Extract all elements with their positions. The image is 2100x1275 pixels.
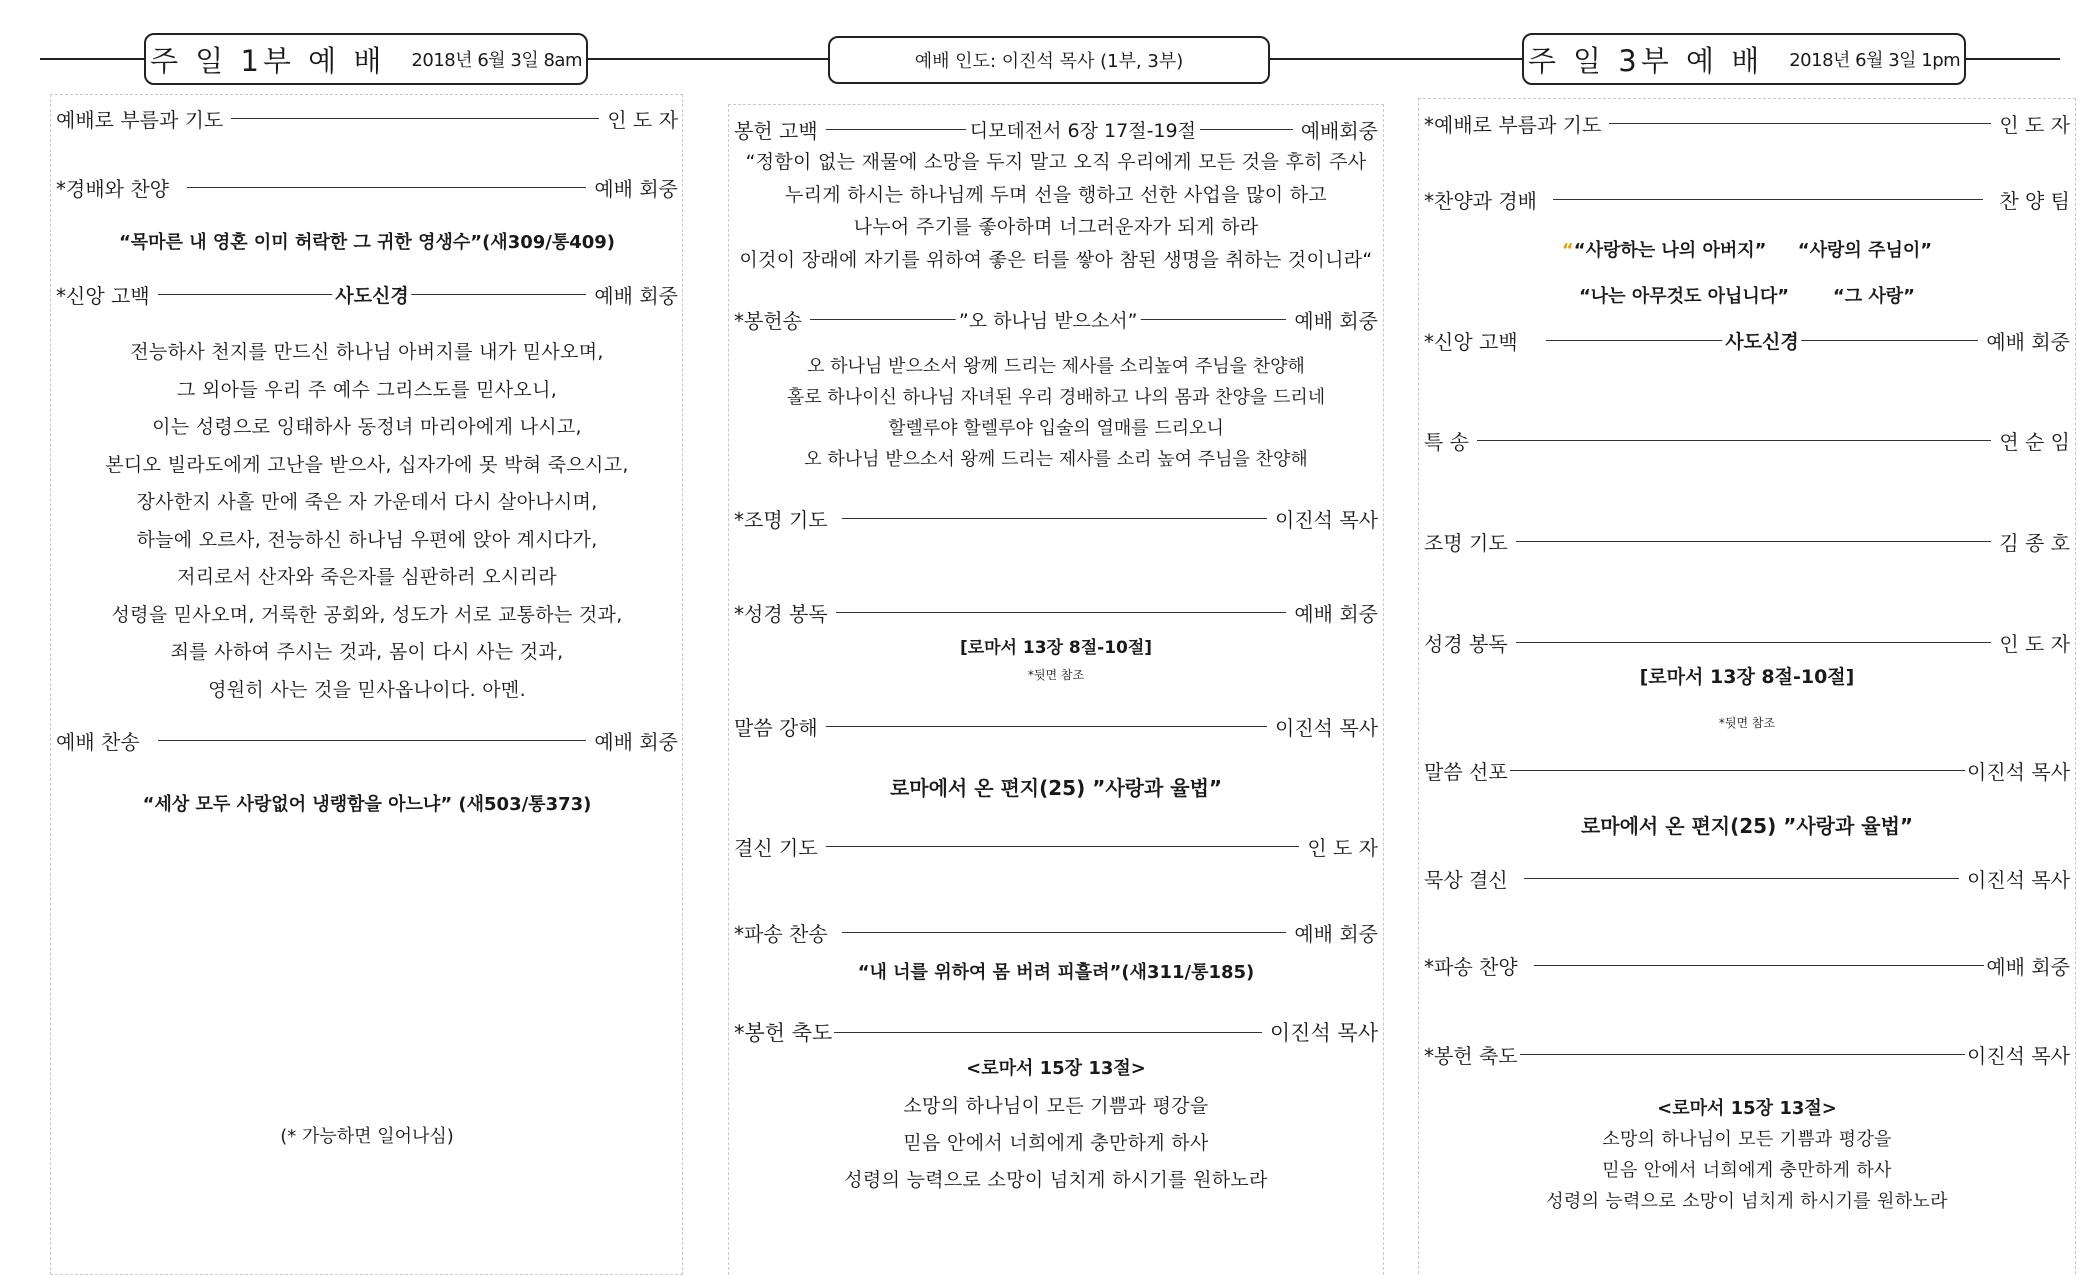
creed-text bbox=[56, 334, 678, 709]
item-label: 말씀 강해 bbox=[734, 716, 818, 740]
item-leader: 예배 회중 bbox=[594, 284, 678, 308]
order-item bbox=[1424, 109, 2070, 138]
item-label: *봉헌 축도 bbox=[1424, 1044, 1518, 1068]
item-label: *경배와 찬양 bbox=[56, 177, 169, 201]
leader-dots bbox=[1477, 440, 1991, 441]
order-item bbox=[734, 598, 1378, 627]
item-leader: 인 도 자 bbox=[1307, 836, 1378, 860]
leader-dots bbox=[842, 932, 1287, 933]
item-leader: 찬 양 팀 bbox=[1999, 189, 2070, 213]
lyric-line: 오 하나님 받으소서 왕께 드리는 제사를 소리높여 주님을 찬양해 bbox=[807, 356, 1305, 377]
leader-dots bbox=[836, 612, 1287, 613]
reading-note: *뒷면 참조 bbox=[1718, 716, 1776, 730]
order-item bbox=[734, 712, 1378, 741]
leader-dots bbox=[158, 740, 587, 741]
benediction-line: 성령의 능력으로 소망이 넘치게 하시기를 원하노라 bbox=[844, 1169, 1268, 1191]
item-label: *조명 기도 bbox=[734, 508, 828, 532]
order-item bbox=[1424, 951, 2070, 980]
leader-dots bbox=[826, 726, 1267, 727]
lyric-line: 홀로 하나이신 하나님 자녀된 우리 경배하고 나의 몸과 찬양을 드리네 bbox=[786, 387, 1326, 408]
item-label: 성경 봉독 bbox=[1424, 632, 1508, 656]
order-item bbox=[1424, 326, 2070, 355]
item-label: *신앙 고백 bbox=[1424, 330, 1518, 354]
item-label: 예배 찬송 bbox=[56, 730, 140, 754]
creed-line: 성령을 믿사오며, 거룩한 공회와, 성도가 서로 교통하는 것과, bbox=[111, 603, 623, 626]
item-leader: 인 도 자 bbox=[1999, 632, 2070, 656]
item-label: 조명 기도 bbox=[1424, 531, 1508, 555]
creed-line: 이는 성령으로 잉태하사 동정녀 마리아에게 나시고, bbox=[152, 416, 582, 438]
item-label: 봉헌 고백 bbox=[734, 119, 818, 143]
item-leader: 이진석 목사 bbox=[1967, 868, 2070, 892]
item-label: *신앙 고백 bbox=[56, 284, 150, 308]
item-label: *봉헌송 bbox=[734, 309, 802, 333]
item-label: 결신 기도 bbox=[734, 836, 818, 860]
leader-dots bbox=[1516, 541, 1992, 542]
order-item bbox=[734, 504, 1378, 533]
leader-dots bbox=[158, 285, 587, 307]
leader-dots bbox=[1534, 965, 1985, 966]
item-leader: 예배 회중 bbox=[594, 730, 678, 754]
leader-dots bbox=[187, 187, 586, 188]
offering-line: “정함이 없는 재물에 소망을 두지 말고 오직 우리에게 모든 것을 후히 주사 bbox=[745, 151, 1367, 173]
reading-note: *뒷면 참조 bbox=[1027, 668, 1085, 682]
benediction-line: 믿음 안에서 너희에게 충만하게 하사 bbox=[1602, 1160, 1892, 1181]
item-leader: 인 도 자 bbox=[607, 108, 678, 132]
item-label: *파송 찬송 bbox=[734, 922, 828, 946]
lyric-line: 할렐루야 할렐루야 입술의 열매를 드리오니 bbox=[888, 418, 1224, 439]
order-item bbox=[1424, 756, 2070, 785]
service3-title: 주 일 3부 예 배 bbox=[1527, 43, 1764, 78]
leader-dots bbox=[826, 120, 1293, 142]
quote-mark: “ bbox=[1561, 240, 1574, 261]
order-item bbox=[56, 173, 678, 202]
order-item bbox=[56, 104, 678, 133]
item-leader: 이진석 목사 bbox=[1275, 508, 1378, 532]
song-title: “그 사랑” bbox=[1832, 286, 1916, 307]
order-item bbox=[1424, 1040, 2070, 1069]
item-leader: 이진석 목사 bbox=[1967, 760, 2070, 784]
scripture-ref: <로마서 15장 13절> bbox=[1657, 1098, 1837, 1119]
sermon-title: 로마에서 온 편지(25) ”사랑과 율법” bbox=[889, 776, 1223, 800]
scripture-ref: [로마서 13장 8절-10절] bbox=[1639, 666, 1855, 688]
order-item bbox=[1424, 864, 2070, 893]
order-item bbox=[1424, 426, 2070, 455]
item-leader: 이진석 목사 bbox=[1275, 716, 1378, 740]
leader-dots bbox=[231, 118, 599, 119]
service1-title: 주 일 1부 예 배 bbox=[150, 43, 386, 78]
item-label: 예배로 부름과 기도 bbox=[56, 108, 224, 132]
order-item bbox=[734, 832, 1378, 861]
leader-dots bbox=[810, 310, 1286, 332]
leader-dots bbox=[1609, 123, 1991, 124]
service3-date: 2018년 6월 3일 1pm bbox=[1789, 50, 1961, 71]
scripture-ref: 디모데전서 6장 17절-19절 bbox=[966, 116, 1200, 143]
leader-dots bbox=[1520, 1054, 1965, 1055]
leader-dots bbox=[842, 518, 1267, 519]
offering-line: 이것이 장래에 자기를 위하여 좋은 터를 쌓아 참된 생명을 취하는 것이니라“ bbox=[739, 248, 1373, 271]
item-leader: 예배 회중 bbox=[594, 177, 678, 201]
order-item bbox=[734, 1017, 1378, 1047]
order-item bbox=[1424, 185, 2070, 214]
order-item bbox=[56, 726, 678, 755]
service3-header bbox=[1522, 33, 1966, 85]
creed-line: 하늘에 오르사, 전능하신 하나님 우편에 앉아 계시다가, bbox=[136, 528, 598, 551]
creed-line: 그 외아들 우리 주 예수 그리스도를 믿사오니, bbox=[176, 378, 558, 401]
creed-name: 사도신경 bbox=[332, 281, 411, 308]
item-label: 특 송 bbox=[1424, 430, 1469, 454]
service1-date: 2018년 6월 3일 8am bbox=[411, 50, 582, 71]
scripture-ref: [로마서 13장 8절-10절] bbox=[959, 638, 1153, 658]
item-leader: 예배회중 bbox=[1300, 119, 1378, 143]
leader-dots bbox=[1546, 331, 1979, 353]
order-item bbox=[734, 918, 1378, 947]
item-leader: 이진석 목사 bbox=[1269, 1021, 1378, 1045]
order-item bbox=[1424, 628, 2070, 657]
item-label: *찬양과 경배 bbox=[1424, 189, 1537, 213]
item-leader: 예배 회중 bbox=[1986, 955, 2070, 979]
song-lyrics bbox=[734, 351, 1378, 475]
order-item bbox=[734, 305, 1378, 334]
creed-line: 전능하사 천지를 만드신 하나님 아버지를 내가 믿사오며, bbox=[130, 341, 604, 363]
leader-info: 예배 인도: 이진석 목사 (1부, 3부) bbox=[914, 51, 1184, 72]
offering-line: 나누어 주기를 좋아하며 너그러운자가 되게 하라 bbox=[853, 216, 1259, 238]
order-item bbox=[734, 115, 1378, 144]
benediction-text bbox=[734, 1088, 1378, 1199]
benediction-text bbox=[1424, 1124, 2070, 1217]
order-item bbox=[1424, 527, 2070, 556]
sermon-title: 로마에서 온 편지(25) ”사랑과 율법” bbox=[1580, 814, 1914, 838]
item-leader: 이진석 목사 bbox=[1967, 1044, 2070, 1068]
item-label: *봉헌 축도 bbox=[734, 1021, 833, 1045]
creed-line: 저리로서 산자와 죽은자를 심판하러 오시리라 bbox=[177, 566, 557, 588]
item-leader: 예배 회중 bbox=[1294, 922, 1378, 946]
order-item bbox=[56, 280, 678, 309]
creed-line: 죄를 사하여 주시는 것과, 몸이 다시 사는 것과, bbox=[170, 641, 564, 663]
item-leader: 연 순 임 bbox=[1999, 430, 2070, 454]
service1-header bbox=[144, 33, 588, 85]
item-label: *예배로 부름과 기도 bbox=[1424, 113, 1602, 137]
scripture-ref: <로마서 15장 13절> bbox=[966, 1058, 1146, 1079]
song-title: “나는 아무것도 아닙니다” bbox=[1578, 286, 1790, 307]
leader-header bbox=[828, 36, 1270, 84]
song-title: ”오 하나님 받으소서” bbox=[956, 306, 1141, 333]
benediction-line: 믿음 안에서 너희에게 충만하게 하사 bbox=[903, 1132, 1209, 1154]
item-leader: 예배 회중 bbox=[1986, 330, 2070, 354]
item-leader: 예배 회중 bbox=[1294, 309, 1378, 333]
hymn-title: “내 너를 위하여 몸 버려 피흘려”(새311/통185) bbox=[857, 962, 1255, 983]
offering-line: 누리게 하시는 하나님께 두며 선을 행하고 선한 사업을 많이 하고 bbox=[784, 183, 1328, 206]
praise-songs bbox=[1424, 236, 2070, 262]
song-title: “사랑하는 나의 아버지” bbox=[1573, 240, 1767, 261]
item-leader: 김 종 호 bbox=[1999, 531, 2070, 555]
hymn-title: “세상 모두 사랑없어 냉랭함을 아느냐” (새503/통373) bbox=[142, 794, 592, 815]
item-label: *파송 찬양 bbox=[1424, 955, 1518, 979]
benediction-line: 성령의 능력으로 소망이 넘치게 하시기를 원하노라 bbox=[1546, 1191, 1948, 1212]
item-label: *성경 봉독 bbox=[734, 602, 828, 626]
leader-dots bbox=[1553, 199, 1983, 200]
leader-dots bbox=[1516, 642, 1992, 643]
offering-text bbox=[734, 146, 1378, 276]
item-label: 말씀 선포 bbox=[1424, 760, 1508, 784]
leader-dots bbox=[1510, 770, 1965, 771]
item-leader: 인 도 자 bbox=[1999, 113, 2070, 137]
benediction-line: 소망의 하나님이 모든 기쁨과 평강을 bbox=[903, 1095, 1209, 1117]
lyric-line: 오 하나님 받으소서 왕께 드리는 제사를 소리 높여 주님을 찬양해 bbox=[804, 449, 1308, 470]
hymn-title: “목마른 내 영혼 이미 허락한 그 귀한 영생수”(새309/통409) bbox=[118, 232, 616, 253]
creed-line: 본디오 빌라도에게 고난을 받으사, 십자가에 못 박혀 죽으시고, bbox=[105, 453, 629, 476]
song-title: “사랑의 주님이” bbox=[1797, 240, 1933, 261]
leader-dots bbox=[1524, 878, 1959, 879]
item-leader: 예배 회중 bbox=[1294, 602, 1378, 626]
creed-line: 영원히 사는 것을 믿사옵나이다. 아멘. bbox=[208, 678, 526, 701]
creed-line: 장사한지 사흘 만에 죽은 자 가운데서 다시 살아나시며, bbox=[136, 491, 598, 513]
item-label: 묵상 결신 bbox=[1424, 868, 1508, 892]
praise-songs bbox=[1424, 282, 2070, 308]
creed-name: 사도신경 bbox=[1722, 327, 1801, 354]
standing-note: (* 가능하면 일어나심) bbox=[280, 1126, 454, 1147]
leader-dots bbox=[834, 1032, 1262, 1033]
benediction-line: 소망의 하나님이 모든 기쁨과 평강을 bbox=[1602, 1129, 1892, 1150]
leader-dots bbox=[826, 846, 1300, 847]
